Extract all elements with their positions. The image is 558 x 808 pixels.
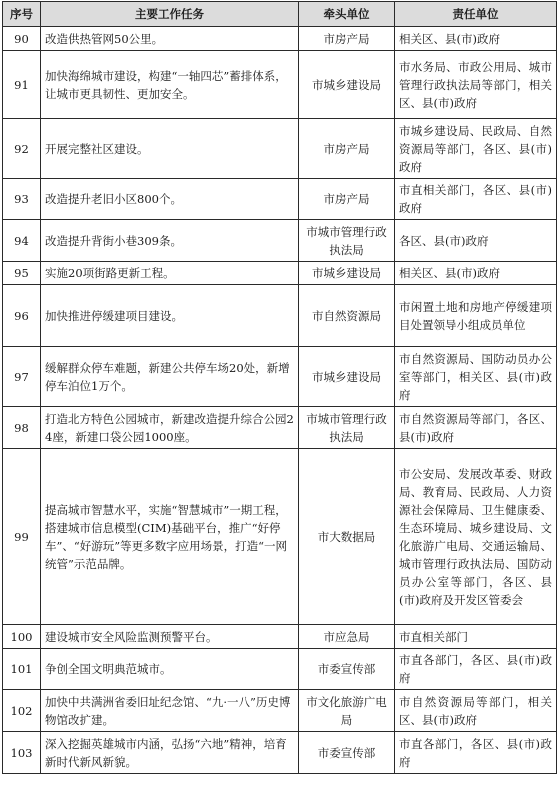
table-row (3, 51, 557, 119)
row-number: 102 (3, 690, 41, 732)
lead-unit-cell: 市房产局 (299, 119, 395, 179)
row-number: 97 (3, 347, 41, 407)
responsible-unit-cell: 市城乡建设局、民政局、自然资源局等部门，各区、县(市)政府 (395, 119, 557, 179)
row-number: 92 (3, 119, 41, 179)
row-number: 100 (3, 625, 41, 649)
table-body (3, 27, 557, 774)
row-number: 93 (3, 179, 41, 220)
table-row (3, 262, 557, 285)
lead-unit-cell: 市城市管理行政执法局 (299, 407, 395, 449)
table-row (3, 690, 557, 732)
responsible-unit-cell: 市公安局、发展改革委、财政局、教育局、民政局、人力资源社会保障局、卫生健康委、生态环境局、城乡建设局、文化旅游广电局、交通运输局、城市管理行政执法局、国防动员办公室等部门，各区、县(市)政府及开发区管委会 (395, 449, 557, 625)
task-cell: 改造提升背街小巷309条。 (41, 220, 299, 262)
row-number: 95 (3, 262, 41, 285)
lead-unit-cell: 市城乡建设局 (299, 51, 395, 119)
responsible-unit-cell: 市自然资源局等部门，相关区、县(市)政府 (395, 690, 557, 732)
lead-unit-cell: 市大数据局 (299, 449, 395, 625)
row-number: 91 (3, 51, 41, 119)
row-number: 98 (3, 407, 41, 449)
task-cell: 缓解群众停车难题，新建公共停车场20处，新增停车泊位1万个。 (41, 347, 299, 407)
responsible-unit-cell: 市水务局、市政公用局、城市管理行政执法局等部门，相关区、县(市)政府 (395, 51, 557, 119)
row-number: 99 (3, 449, 41, 625)
lead-unit-cell: 市委宣传部 (299, 732, 395, 774)
table-row (3, 407, 557, 449)
task-cell: 改造提升老旧小区800个。 (41, 179, 299, 220)
table-row (3, 449, 557, 625)
task-cell: 开展完整社区建设。 (41, 119, 299, 179)
table-row (3, 285, 557, 347)
lead-unit-cell: 市房产局 (299, 27, 395, 51)
table-row (3, 27, 557, 51)
task-cell: 实施20项街路更新工程。 (41, 262, 299, 285)
task-cell: 加快中共满洲省委旧址纪念馆、“九·一八”历史博物馆改扩建。 (41, 690, 299, 732)
responsible-unit-cell: 各区、县(市)政府 (395, 220, 557, 262)
task-cell: 改造供热管网50公里。 (41, 27, 299, 51)
task-cell: 深入挖掘英雄城市内涵，弘扬“六地”精神，培育新时代新风新貌。 (41, 732, 299, 774)
lead-unit-cell: 市城乡建设局 (299, 347, 395, 407)
table-row (3, 649, 557, 690)
table-header (3, 2, 557, 27)
header-task: 主要工作任务 (41, 2, 299, 27)
row-number: 101 (3, 649, 41, 690)
task-cell: 提高城市智慧水平，实施“智慧城市”一期工程，搭建城市信息模型(CIM)基础平台，推广“好停车”、“好游玩”等更多数字应用场景，打造“一网统管”示范品牌。 (41, 449, 299, 625)
table-row (3, 220, 557, 262)
responsible-unit-cell: 相关区、县(市)政府 (395, 27, 557, 51)
lead-unit-cell: 市城乡建设局 (299, 262, 395, 285)
lead-unit-cell: 市文化旅游广电局 (299, 690, 395, 732)
lead-unit-cell: 市城市管理行政执法局 (299, 220, 395, 262)
task-table (2, 1, 557, 774)
header-lead-unit: 牵头单位 (299, 2, 395, 27)
table-row (3, 119, 557, 179)
lead-unit-cell: 市委宣传部 (299, 649, 395, 690)
table-row (3, 625, 557, 649)
header-no: 序号 (3, 2, 41, 27)
task-cell: 打造北方特色公园城市，新建改造提升综合公园24座，新建口袋公园1000座。 (41, 407, 299, 449)
lead-unit-cell: 市房产局 (299, 179, 395, 220)
row-number: 103 (3, 732, 41, 774)
responsible-unit-cell: 相关区、县(市)政府 (395, 262, 557, 285)
responsible-unit-cell: 市闲置土地和房地产停缓建项目处置领导小组成员单位 (395, 285, 557, 347)
responsible-unit-cell: 市直各部门，各区、县(市)政府 (395, 732, 557, 774)
responsible-unit-cell: 市直相关部门 (395, 625, 557, 649)
task-cell: 加快海绵城市建设，构建“一轴四芯”蓄排体系，让城市更具韧性、更加安全。 (41, 51, 299, 119)
task-cell: 加快推进停缓建项目建设。 (41, 285, 299, 347)
table-row (3, 347, 557, 407)
lead-unit-cell: 市应急局 (299, 625, 395, 649)
row-number: 90 (3, 27, 41, 51)
task-cell: 争创全国文明典范城市。 (41, 649, 299, 690)
header-row (3, 2, 557, 27)
lead-unit-cell: 市自然资源局 (299, 285, 395, 347)
responsible-unit-cell: 市直各部门，各区、县(市)政府 (395, 649, 557, 690)
row-number: 96 (3, 285, 41, 347)
row-number: 94 (3, 220, 41, 262)
table-row (3, 179, 557, 220)
responsible-unit-cell: 市自然资源局等部门，各区、县(市)政府 (395, 407, 557, 449)
responsible-unit-cell: 市直相关部门，各区、县(市)政府 (395, 179, 557, 220)
header-responsible-unit: 责任单位 (395, 2, 557, 27)
task-cell: 建设城市安全风险监测预警平台。 (41, 625, 299, 649)
table-row (3, 732, 557, 774)
responsible-unit-cell: 市自然资源局、国防动员办公室等部门，相关区、县(市)政府 (395, 347, 557, 407)
